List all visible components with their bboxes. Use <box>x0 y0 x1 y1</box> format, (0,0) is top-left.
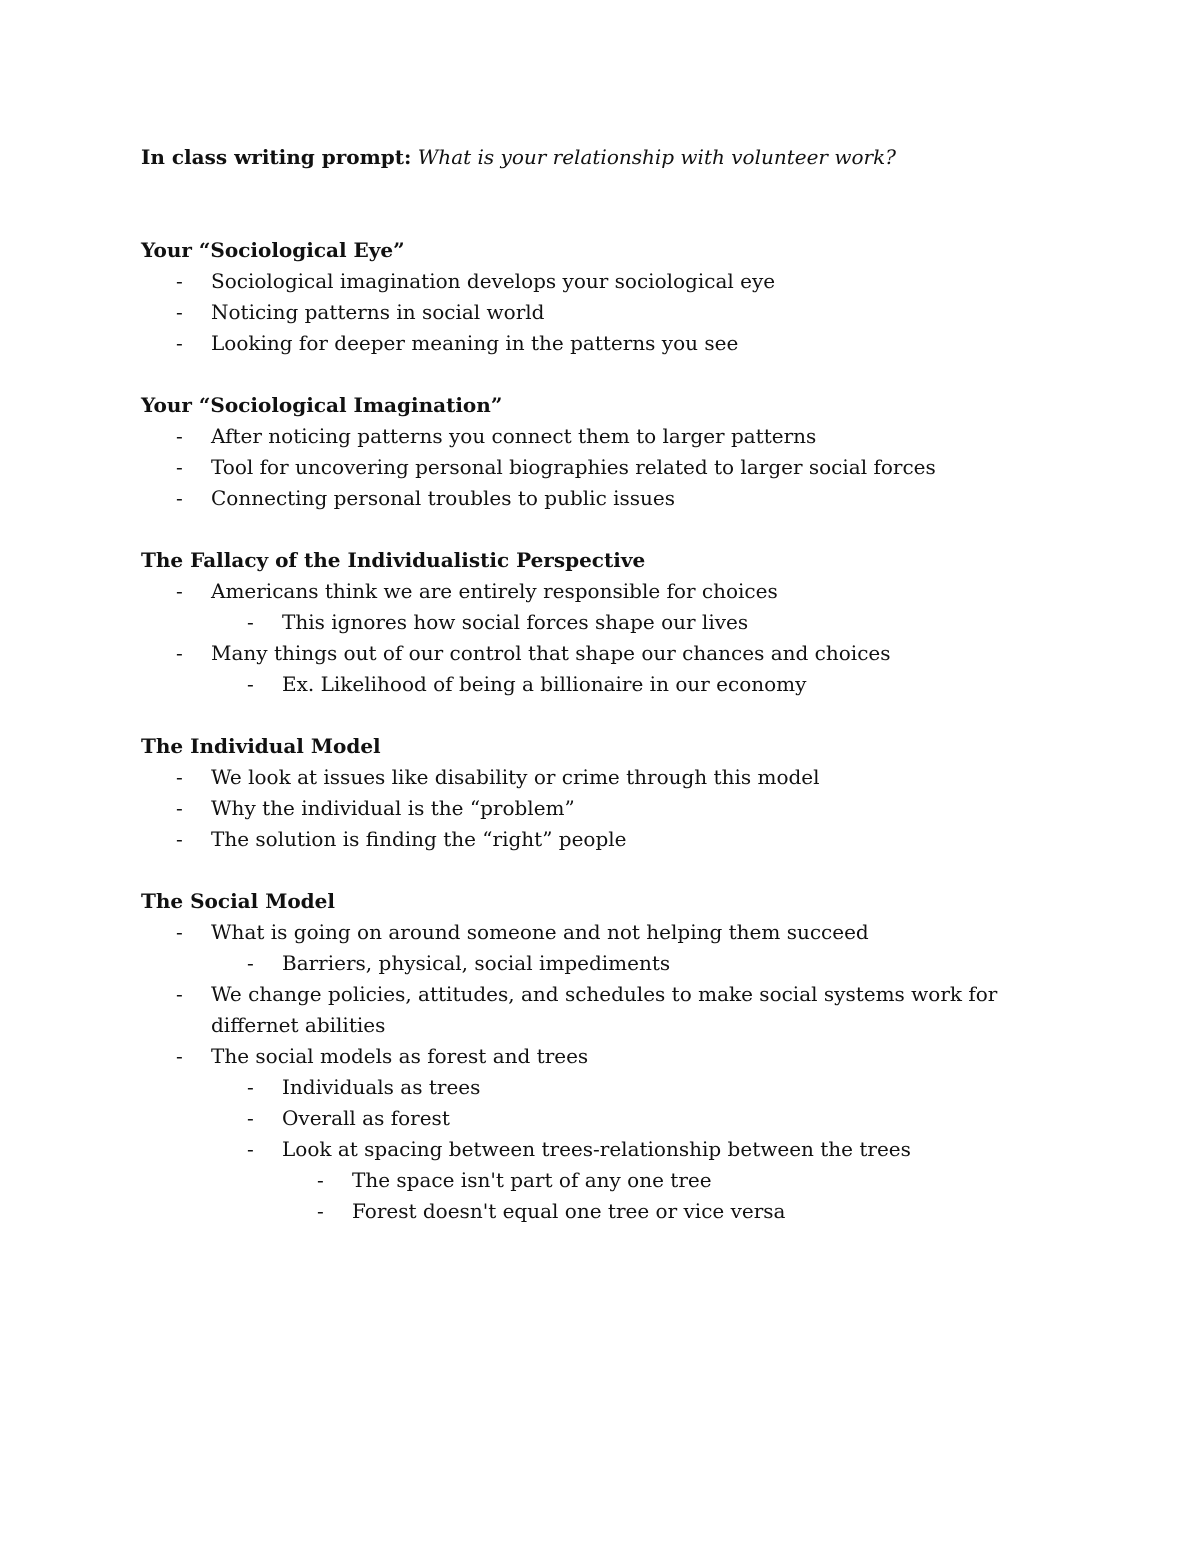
dash-bullet-icon: - <box>247 951 254 975</box>
bullet-text: This ignores how social forces shape our lives <box>282 610 749 634</box>
bullet-list <box>141 917 1061 1227</box>
bullet-text: Barriers, physical, social impediments <box>282 951 671 975</box>
bullet-item <box>141 793 1061 824</box>
dash-bullet-icon: - <box>247 672 254 696</box>
bullet-text: Connecting personal troubles to public issues <box>211 486 676 510</box>
dash-bullet-icon: - <box>247 1137 254 1161</box>
dash-bullet-icon: - <box>176 424 183 448</box>
bullet-text: Individuals as trees <box>282 1075 481 1099</box>
bullet-item <box>141 669 1061 700</box>
bullet-text: The solution is finding the “right” people <box>211 827 627 851</box>
section-heading: The Individual Model <box>141 734 381 758</box>
bullet-item <box>141 607 1061 638</box>
dash-bullet-icon: - <box>176 331 183 355</box>
notes-section <box>141 545 1061 700</box>
section-heading: The Fallacy of the Individualistic Perspective <box>141 548 646 572</box>
bullet-text: Looking for deeper meaning in the patterns you see <box>211 331 739 355</box>
prompt-label: In class writing prompt: <box>141 145 412 169</box>
section-heading: Your “Sociological Imagination” <box>141 393 503 417</box>
bullet-item <box>141 979 1061 1041</box>
bullet-text: What is going on around someone and not helping them succeed <box>211 920 869 944</box>
bullet-text: The social models as forest and trees <box>211 1044 589 1068</box>
bullet-item <box>141 1072 1061 1103</box>
bullet-item <box>141 1103 1061 1134</box>
bullet-text: We change policies, attitudes, and schedules to make social systems work for differnet abilities <box>211 982 998 1037</box>
bullet-item <box>141 576 1061 607</box>
dash-bullet-icon: - <box>176 579 183 603</box>
bullet-item <box>141 297 1061 328</box>
dash-bullet-icon: - <box>176 982 183 1006</box>
bullet-text: Americans think we are entirely responsible for choices <box>211 579 778 603</box>
bullet-text: We look at issues like disability or crime through this model <box>211 765 820 789</box>
bullet-text: Overall as forest <box>282 1106 450 1130</box>
dash-bullet-icon: - <box>176 827 183 851</box>
bullet-list <box>141 576 1061 700</box>
bullet-item <box>141 452 1061 483</box>
bullet-item <box>141 1134 1061 1165</box>
bullet-text: The space isn't part of any one tree <box>352 1168 712 1192</box>
bullet-item <box>141 421 1061 452</box>
prompt-question: What is your relationship with volunteer work? <box>417 145 896 169</box>
bullet-item <box>141 1196 1061 1227</box>
section-heading: The Social Model <box>141 889 335 913</box>
bullet-text: Sociological imagination develops your sociological eye <box>211 269 776 293</box>
dash-bullet-icon: - <box>176 455 183 479</box>
bullet-list <box>141 762 1061 855</box>
document-content <box>141 142 1061 1227</box>
bullet-item <box>141 1165 1061 1196</box>
bullet-item <box>141 328 1061 359</box>
notes-sections <box>141 235 1061 1227</box>
bullet-item <box>141 948 1061 979</box>
bullet-text: Look at spacing between trees-relationship between the trees <box>282 1137 911 1161</box>
bullet-list <box>141 421 1061 514</box>
bullet-item <box>141 483 1061 514</box>
dash-bullet-icon: - <box>317 1199 324 1223</box>
dash-bullet-icon: - <box>176 765 183 789</box>
dash-bullet-icon: - <box>176 300 183 324</box>
notes-section <box>141 390 1061 514</box>
dash-bullet-icon: - <box>317 1168 324 1192</box>
notes-section <box>141 235 1061 359</box>
bullet-text: Ex. Likelihood of being a billionaire in our economy <box>282 672 807 696</box>
dash-bullet-icon: - <box>176 486 183 510</box>
dash-bullet-icon: - <box>247 1075 254 1099</box>
dash-bullet-icon: - <box>176 796 183 820</box>
section-heading: Your “Sociological Eye” <box>141 238 405 262</box>
dash-bullet-icon: - <box>176 920 183 944</box>
notes-section <box>141 886 1061 1227</box>
bullet-text: Forest doesn't equal one tree or vice versa <box>352 1199 786 1223</box>
dash-bullet-icon: - <box>176 641 183 665</box>
bullet-text: Noticing patterns in social world <box>211 300 545 324</box>
bullet-text: Many things out of our control that shape our chances and choices <box>211 641 891 665</box>
bullet-item <box>141 266 1061 297</box>
bullet-text: Tool for uncovering personal biographies related to larger social forces <box>211 455 936 479</box>
dash-bullet-icon: - <box>247 610 254 634</box>
bullet-text: Why the individual is the “problem” <box>211 796 575 820</box>
bullet-item <box>141 824 1061 855</box>
writing-prompt <box>141 142 1061 173</box>
dash-bullet-icon: - <box>176 1044 183 1068</box>
bullet-item <box>141 1041 1061 1072</box>
notes-section <box>141 731 1061 855</box>
bullet-item <box>141 638 1061 669</box>
bullet-item <box>141 762 1061 793</box>
bullet-list <box>141 266 1061 359</box>
bullet-text: After noticing patterns you connect them to larger patterns <box>211 424 817 448</box>
dash-bullet-icon: - <box>247 1106 254 1130</box>
bullet-item <box>141 917 1061 948</box>
dash-bullet-icon: - <box>176 269 183 293</box>
